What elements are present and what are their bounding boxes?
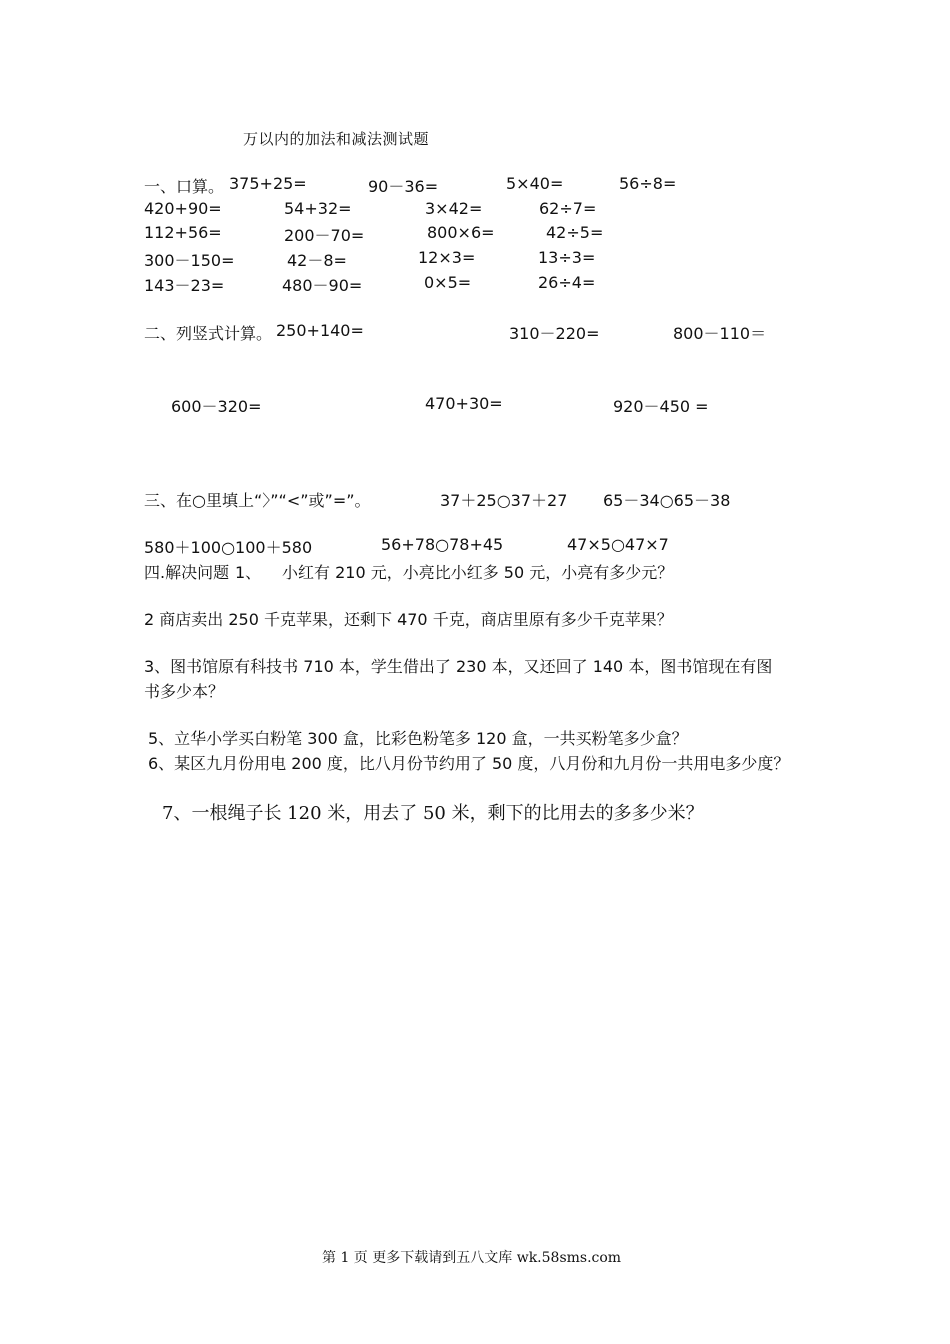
problem: 56÷8= [619, 174, 677, 193]
problem: 42－8= [287, 251, 347, 270]
problem: 13÷3= [538, 248, 596, 267]
problem: 600－320= [171, 397, 262, 416]
problem: 47×5○47×7 [567, 535, 669, 554]
problem: 37＋25○37＋27 [440, 491, 568, 510]
question-3-line-1: 3、图书馆原有科技书 710 本，学生借出了 230 本，又还回了 140 本，图书馆现在有图 [144, 657, 773, 676]
problem: 375+25= [229, 174, 307, 193]
question-number: 1、 [235, 563, 262, 582]
problem: 800×6= [427, 223, 495, 242]
problem: 480－90= [282, 276, 363, 295]
section1-label: 一、口算。 [144, 177, 225, 196]
question-1: 小红有 210 元，小亮比小红多 50 元，小亮有多少元？ [282, 563, 674, 582]
question-6: 6、某区九月份用电 200 度，比八月份节约用了 50 度，八月份和九月份一共用电多少度？ [148, 754, 790, 773]
page-title: 万以内的加法和减法测试题 [243, 130, 430, 148]
section3-label: 三、在○里填上“〉”“<”或”=”。 [144, 491, 371, 510]
problem: 26÷4= [538, 273, 596, 292]
problem: 200－70= [284, 226, 365, 245]
question-5: 5、立华小学买白粉笔 300 盒，比彩色粉笔多 120 盒，一共买粉笔多少盒？ [148, 729, 688, 748]
question-3-line-2: 书多少本？ [144, 682, 225, 701]
problem: 470+30= [425, 394, 503, 413]
problem: 54+32= [284, 199, 352, 218]
problem: 250+140= [276, 321, 364, 340]
problem: 420+90= [144, 199, 222, 218]
problem: 90－36= [368, 177, 439, 196]
problem: 3×42= [425, 199, 483, 218]
problem: 42÷5= [546, 223, 604, 242]
problem: 12×3= [418, 248, 476, 267]
problem: 65－34○65－38 [603, 491, 731, 510]
question-7: 7、一根绳子长 120 米，用去了 50 米，剩下的比用去的多多少米？ [162, 803, 704, 824]
problem: 300－150= [144, 251, 235, 270]
page-footer: 第 1 页 更多下载请到五八文库 wk.58sms.com [322, 1250, 622, 1266]
problem: 0×5= [424, 273, 472, 292]
problem: 62÷7= [539, 199, 597, 218]
problem: 143－23= [144, 276, 225, 295]
problem: 580＋100○100＋580 [144, 538, 313, 557]
problem: 56+78○78+45 [381, 535, 504, 554]
section2-label: 二、列竖式计算。 [144, 324, 273, 343]
problem: 800－110＝ [673, 324, 767, 343]
problem: 310－220= [509, 324, 600, 343]
section4-label: 四.解决问题 [144, 563, 230, 582]
problem: 920－450 = [613, 397, 709, 416]
problem: 5×40= [506, 174, 564, 193]
problem: 112+56= [144, 223, 222, 242]
question-2: 2 商店卖出 250 千克苹果，还剩下 470 千克，商店里原有多少千克苹果？ [144, 610, 673, 629]
